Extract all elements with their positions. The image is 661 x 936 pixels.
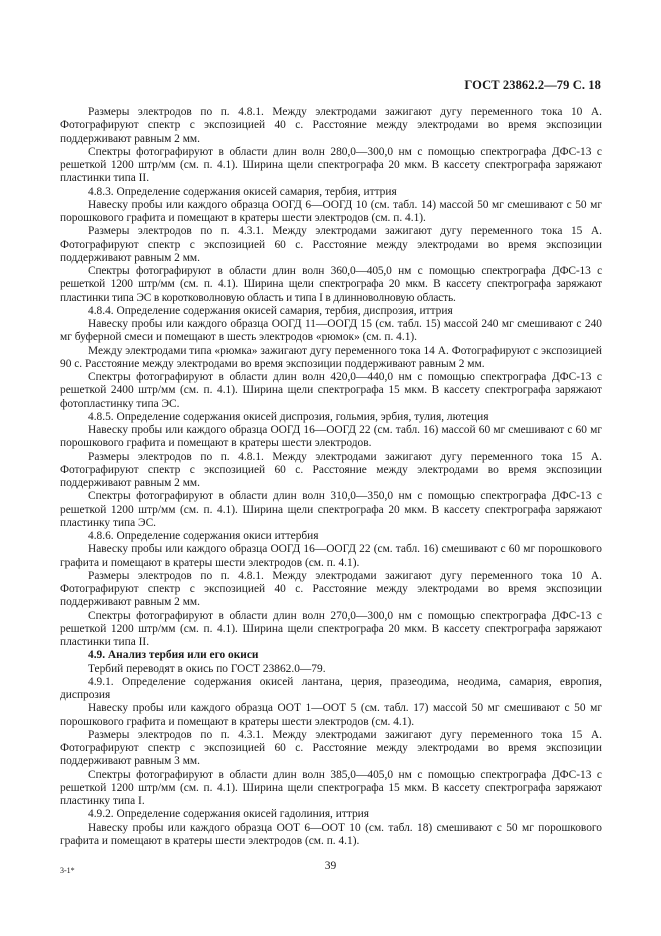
section-heading-bold: 4.9. Анализ тербия или его окиси — [88, 649, 259, 662]
paragraph: Спектры фотографируют в области длин волн 310,0—350,0 нм с помощью спектрографа ДФС-13 с решеткой 1200 штр/мм (см. п. 4.1). Ширина щели спектрографа 20 мкм. В кассету спектрографа заряжают пластинку типа ЭС. — [60, 490, 602, 529]
paragraph: Навеску пробы или каждого образца ООТ 1—ООТ 5 (см. табл. 17) массой 50 мг смешивают с 50 мг порошкового графита и помещают в кратеры шести электродов (см. 4.1). — [60, 702, 602, 728]
footnote-mark: 3-1* — [60, 866, 75, 875]
document-body — [60, 106, 602, 848]
paragraph: Навеску пробы или каждого образца ООГД 6—ООГД 10 (см. табл. 14) массой 50 мг смешивают с 50 мг порошкового графита и помещают в кратеры шести электродов (см. п. 4.1). — [60, 198, 602, 224]
paragraph: Навеску пробы или каждого образца ООТ 6—ООТ 10 (см. табл. 18) смешивают с 50 мг порошкового графита и помещают в кратеры шести электродов (см. п. 4.1). — [60, 821, 602, 847]
paragraph: Спектры фотографируют в области длин волн 270,0—300,0 нм с помощью спектрографа ДФС-13 с решеткой 1200 штр/мм (см. п. 4.1). Ширина щели спектрографа 20 мкм. В кассету спектрографа заряжают пластинки типа II. — [60, 609, 602, 648]
section-heading: 4.8.3. Определение содержания окисей самария, тербия, иттрия — [88, 185, 397, 198]
paragraph: Тербий переводят в окись по ГОСТ 23862.0—79. — [88, 662, 326, 675]
paragraph: Спектры фотографируют в области длин волн 385,0—405,0 нм с помощью спектрографа ДФС-13 с решеткой 1200 штр/мм (см. п. 4.1). Ширина щели спектрографа 15 мкм. В кассету спектрографа заряжают пластинку типа I. — [60, 768, 602, 807]
paragraph: Размеры электродов по п. 4.8.1. Между электродами зажигают дугу переменного тока 15 А. Фотографируют спектр с экспозицией 60 с. Расстояние между электродами во время экспозиции поддерживают равным 2 мм. — [60, 450, 602, 489]
paragraph: Спектры фотографируют в области длин волн 360,0—405,0 нм с помощью спектрографа ДФС-13 с решеткой 1200 штр/мм (см. п. 4.1). Ширина щели спектрографа 20 мкм. В кассету спектрографа заряжают пластинки типа ЭС в коротковолновую область и типа I в длинноволновую область. — [60, 265, 602, 304]
section-heading: 4.9.1. Определение содержания окисей лантана, церия, празеодима, неодима, самария, европия, диспрозия — [60, 675, 602, 701]
paragraph: Размеры электродов по п. 4.3.1. Между электродами зажигают дугу переменного тока 15 А. Фотографируют спектр с экспозицией 60 с. Расстояние между электродами во время экспозиции поддерживают равным 2 мм. — [60, 225, 602, 264]
paragraph: Навеску пробы или каждого образца ООГД 16—ООГД 22 (см. табл. 16) смешивают с 60 мг порошкового графита и помещают в кратеры шести электродов (см. п. 4.1). — [60, 543, 602, 569]
paragraph: Навеску пробы или каждого образца ООГД 11—ООГД 15 (см. табл. 15) массой 240 мг смешивают с 240 мг буферной смеси и помещают в шесть электродов «рюмок» (см. п. 4.1). — [60, 318, 602, 344]
paragraph: Спектры фотографируют в области длин волн 280,0—300,0 нм с помощью спектрографа ДФС-13 с решеткой 1200 штр/мм (см. п. 4.1). Ширина щели спектрографа 20 мкм. В кассету спектрографа заряжают пластинки типа II. — [60, 145, 602, 185]
paragraph: Спектры фотографируют в области длин волн 420,0—440,0 нм с помощью спектрографа ДФС-13 с решеткой 2400 штр/мм (см. п. 4.1). Ширина щели спектрографа 15 мкм. В кассету спектрографа заряжают фотопластинку типа ЭС. — [60, 371, 602, 410]
paragraph: Между электродами типа «рюмка» зажигают дугу переменного тока 14 А. Фотографируют с экспозицией 90 с. Расстояние между электродами во время экспозиции поддерживают равным 2 мм. — [60, 344, 602, 370]
paragraph: Размеры электродов по п. 4.3.1. Между электродами зажигают дугу переменного тока 15 А. Фотографируют спектр с экспозицией 60 с. Расстояние между электродами во время экспозиции поддерживают равным 3 мм. — [60, 728, 602, 768]
section-heading: 4.9.2. Определение содержания окисей гадолиния, иттрия — [88, 808, 369, 821]
page-header: ГОСТ 23862.2—79 С. 18 — [464, 78, 601, 92]
paragraph: Размеры электродов по п. 4.8.1. Между электродами зажигают дугу переменного тока 10 А. Фотографируют спектр с экспозицией 40 с. Расстояние между электродами во время экспозиции поддерживают равным 2 мм. — [60, 569, 602, 609]
section-heading: 4.8.4. Определение содержания окисей самария, тербия, диспрозия, иттрия — [88, 304, 453, 317]
paragraph: Навеску пробы или каждого образца ООГД 16—ООГД 22 (см. табл. 16) массой 60 мг смешивают с 60 мг порошкового графита и помещают в кратеры шести электродов. — [60, 424, 602, 450]
page-number: 39 — [324, 860, 337, 872]
section-heading: 4.8.5. Определение содержания окисей диспрозия, гольмия, эрбия, тулия, лютеция — [88, 410, 489, 423]
section-heading: 4.8.6. Определение содержания окиси иттербия — [88, 530, 319, 542]
paragraph: Размеры электродов по п. 4.8.1. Между электродами зажигают дугу переменного тока 10 А. Фотографируют спектр с экспозицией 40 с. Расстояние между электродами во время экспозиции поддерживают равным 2 мм. — [60, 106, 602, 145]
